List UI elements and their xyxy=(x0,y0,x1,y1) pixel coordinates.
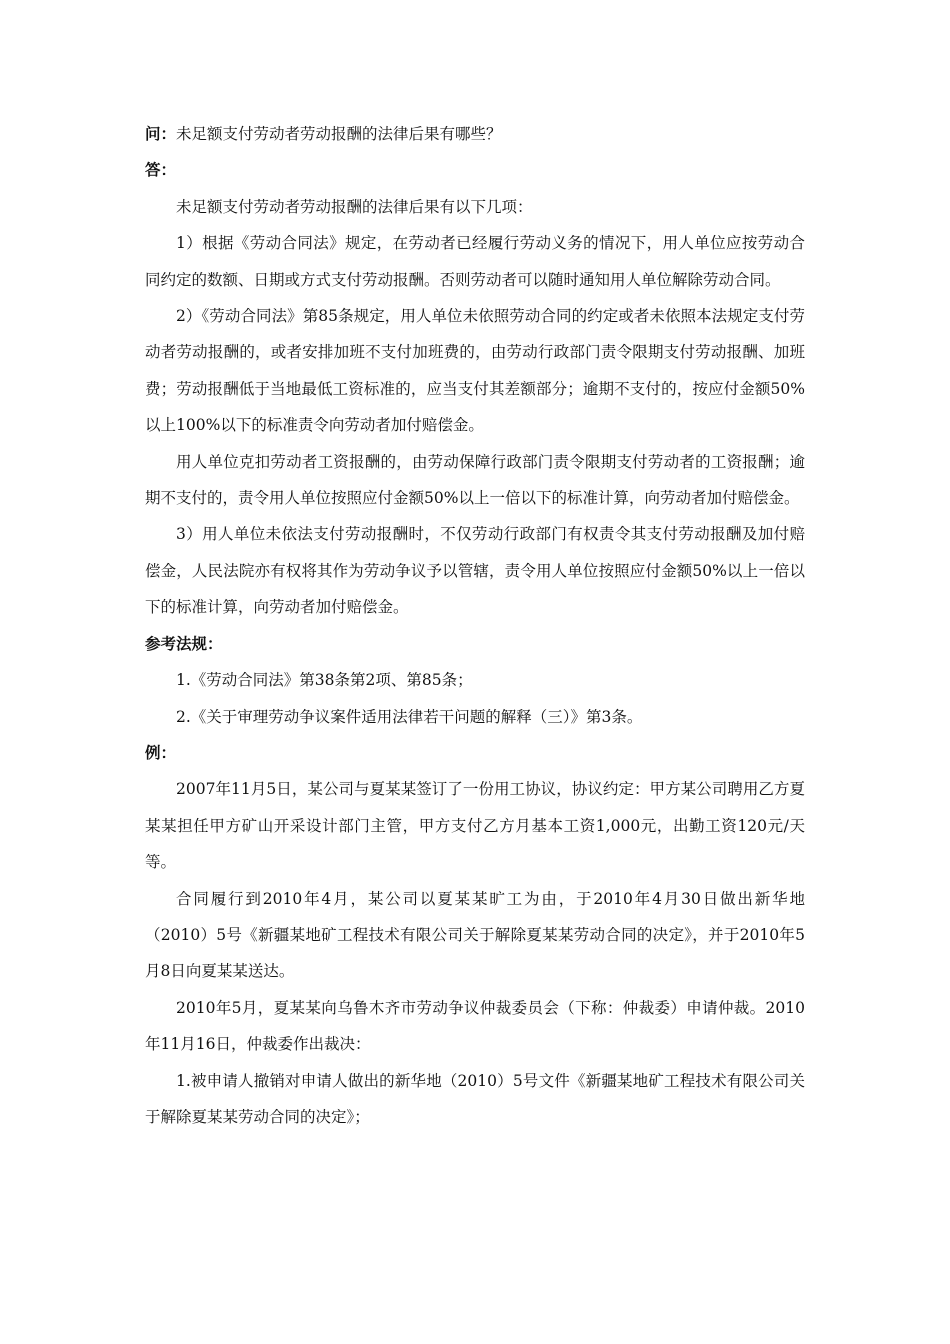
example-paragraph-2: 合同履行到2010年4月，某公司以夏某某旷工为由，于2010年4月30日做出新华地（2010）5号《新疆某地矿工程技术有限公司关于解除夏某某劳动合同的决定》，并于2010年5月8日向夏某某送达。 xyxy=(145,889,805,981)
question-text: 未足额支付劳动者劳动报酬的法律后果有哪些？ xyxy=(176,125,502,143)
answer-paragraph-intro: 未足额支付劳动者劳动报酬的法律后果有以下几项： xyxy=(176,197,533,216)
answer-paragraph-3: 3）用人单位未依法支付劳动报酬时，不仅劳动行政部门有权责令其支付劳动报酬及加付赔偿金，人民法院亦有权将其作为劳动争议予以管辖，责令用人单位按照应付金额50%以上一倍以下的标准计算，向劳动者加付赔偿金。 xyxy=(145,525,805,617)
reference-item-2: 2.《关于审理劳动争议案件适用法律若干问题的解释（三）》第3条。 xyxy=(176,707,643,726)
example-paragraph-4: 1.被申请人撤销对申请人做出的新华地（2010）5号文件《新疆某地矿工程技术有限公司关于解除夏某某劳动合同的决定》； xyxy=(145,1071,805,1126)
document-body xyxy=(145,116,805,1135)
answer-paragraph-2: 2）《劳动合同法》第85条规定，用人单位未依照劳动合同的约定或者未依照本法规定支付劳动者劳动报酬的，或者安排加班不支付加班费的，由劳动行政部门责令限期支付劳动报酬、加班费；劳动报酬低于当地最低工资标准的，应当支付其差额部分；逾期不支付的，按应付金额50%以上100%以下的标准责令向劳动者加付赔偿金。 xyxy=(145,307,805,435)
example-label: 例： xyxy=(145,743,177,762)
question-label: 问： xyxy=(145,125,177,143)
answer-paragraph-1: 1）根据《劳动合同法》规定，在劳动者已经履行劳动义务的情况下，用人单位应按劳动合同约定的数额、日期或方式支付劳动报酬。否则劳动者可以随时通知用人单位解除劳动合同。 xyxy=(145,234,805,289)
question-line xyxy=(145,116,805,152)
reference-item-1: 1.《劳动合同法》第38条第2项、第85条； xyxy=(176,671,473,690)
references-label: 参考法规： xyxy=(145,634,223,653)
example-paragraph-1: 2007年11月5日，某公司与夏某某签订了一份用工协议，协议约定：甲方某公司聘用乙方夏某某担任甲方矿山开采设计部门主管，甲方支付乙方月基本工资1,000元，出勤工资120元/天等。 xyxy=(145,780,805,872)
answer-label: 答： xyxy=(145,161,177,180)
answer-paragraph-2b: 用人单位克扣劳动者工资报酬的，由劳动保障行政部门责令限期支付劳动者的工资报酬；逾期不支付的，责令用人单位按照应付金额50%以上一倍以下的标准计算，向劳动者加付赔偿金。 xyxy=(145,452,805,508)
example-paragraph-3: 2010年5月，夏某某向乌鲁木齐市劳动争议仲裁委员会（下称：仲裁委）申请仲裁。2010年11月16日，仲裁委作出裁决： xyxy=(145,998,805,1054)
